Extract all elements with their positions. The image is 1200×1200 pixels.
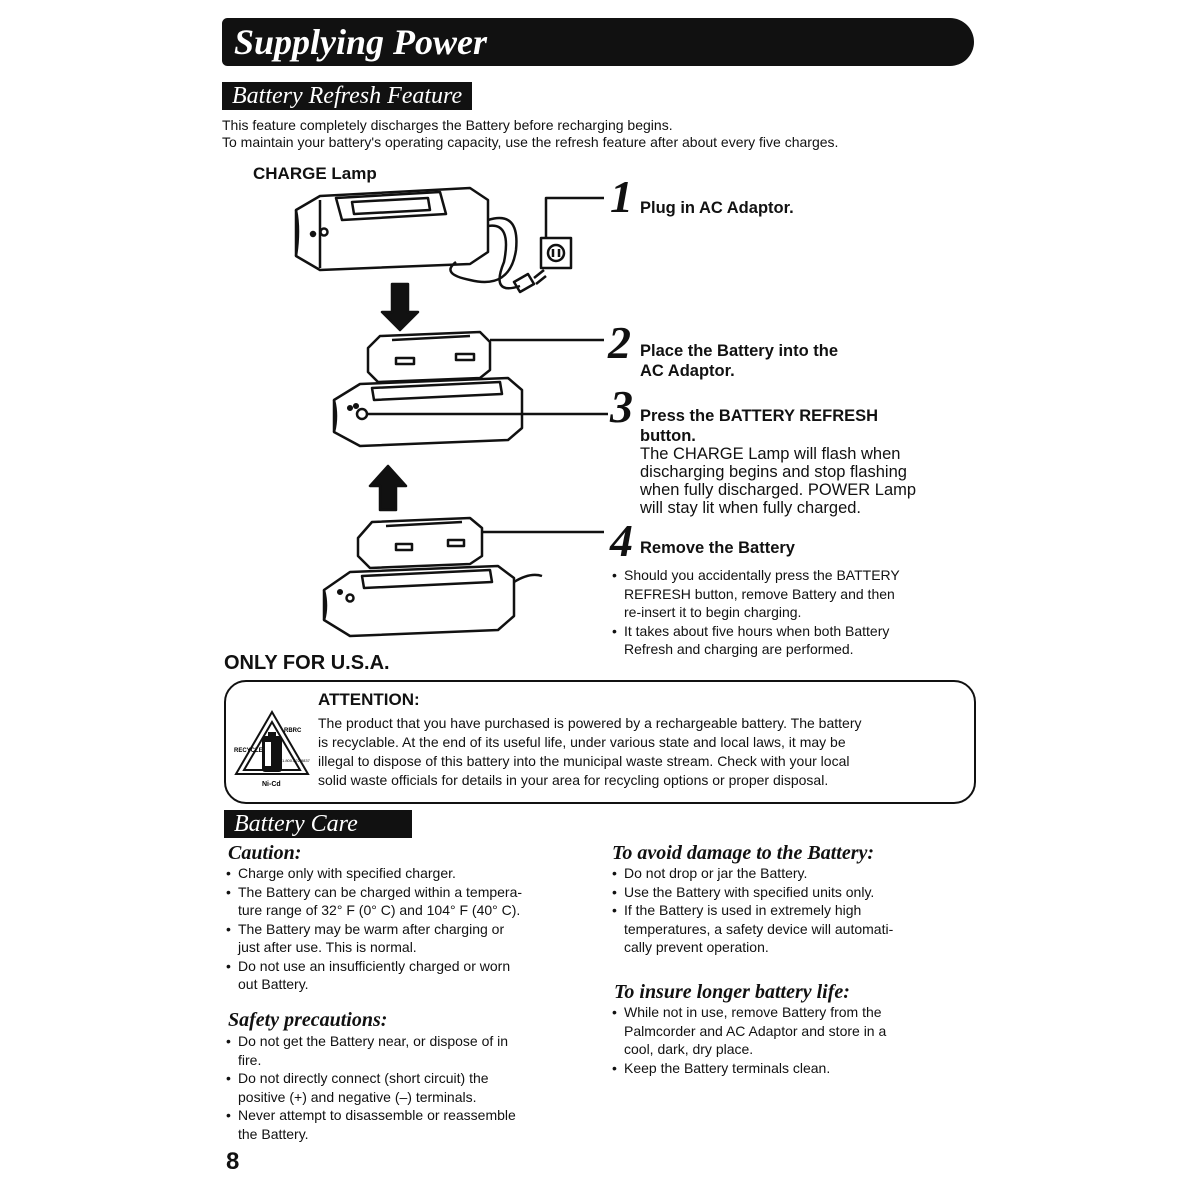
bullet-line: • Do not get the Battery near, or dispose of in [224,1032,516,1051]
bullet-line: Palmcorder and AC Adaptor and store in a [624,1022,887,1039]
ac-adaptor-top [296,188,516,282]
step-3-body [640,445,916,517]
step-1-title: Plug in AC Adaptor. [640,199,794,217]
attention-line: solid waste officials for details in your area for recycling options or proper disposal. [318,772,829,788]
attention-line: The product that you have purchased is powered by a rechargeable battery. The battery [318,715,862,731]
bullet-line: just after use. This is normal. [238,939,417,955]
step-3-number: 3 [610,381,633,432]
caution-bullets [224,864,522,994]
step-3-body-line: discharging begins and stop flashing [640,463,907,481]
caution-heading: Caution: [228,842,302,864]
safety-heading: Safety precautions: [228,1009,388,1031]
refresh-intro [222,117,838,151]
bullet-line: • Do not use an insufficiently charged or worn [224,957,522,976]
avoid-damage-bullets [610,864,893,957]
step-1-number: 1 [610,171,633,222]
step-2-number: 2 [608,317,631,368]
step-2-title-line: AC Adaptor. [640,362,735,380]
battery-upper [368,332,490,382]
bullet-line: • If the Battery is used in extremely high [610,901,893,920]
bullet-line: the Battery. [238,1125,309,1142]
bullet-line: • Never attempt to disassemble or reassemble [224,1106,516,1125]
step-4-title: Remove the Battery [640,539,795,557]
bullet-line: • Do not directly connect (short circuit) the [224,1069,516,1088]
step-2-title-line: Place the Battery into the [640,342,839,360]
bullet-line: • Should you accidentally press the BATTERY [610,566,900,585]
bullet-line: fire. [238,1051,262,1068]
battery-lower [358,518,482,568]
safety-bullets [224,1032,516,1143]
bullet-line: • The Battery can be charged within a tempera- [224,883,522,902]
step-3-title-line: button. [640,427,696,445]
adaptor-illustration [280,180,620,650]
bullet-line: cally prevent operation. [624,939,769,955]
bullet-line: • It takes about five hours when both Battery [610,622,900,641]
only-usa-label: ONLY FOR U.S.A. [224,652,390,674]
logo-text: RBRC [284,728,302,734]
step-4-bullets [610,566,900,659]
bullet-line: Refresh and charging are performed. [624,641,854,657]
bullet-line: temperatures, a safety device will automati- [624,920,894,937]
step-3-title-line: Press the BATTERY REFRESH [640,407,879,425]
logo-text: RECYCLE [234,748,263,754]
step-4-number: 4 [610,515,633,566]
page-title: Supplying Power [234,22,488,62]
bullet-line: • The Battery may be warm after charging or [224,920,522,939]
attention-title: ATTENTION: [318,690,420,709]
intro-line: This feature completely discharges the Battery before recharging begins. [222,117,673,133]
wall-outlet [541,238,571,268]
longer-life-heading: To insure longer battery life: [614,981,850,1003]
bullet-line: • Keep the Battery terminals clean. [610,1059,886,1078]
section-heading-refresh: Battery Refresh Feature [222,82,472,110]
bullet-line: • While not in use, remove Battery from the [610,1003,886,1022]
bullet-line: • Do not drop or jar the Battery. [610,864,893,883]
bullet-line: REFRESH button, remove Battery and then [624,585,895,602]
ac-adaptor-middle [334,378,522,446]
attention-line: is recyclable. At the end of its useful life, under various state and local laws, it may be [318,734,846,750]
bullet-line: re-insert it to begin charging. [624,604,802,620]
bullet-line: positive (+) and negative (–) terminals. [238,1088,477,1105]
bullet-line: ture range of 32° F (0° C) and 104° F (40° C). [238,902,521,918]
logo-text: Ni-Cd [262,781,281,788]
attention-line: illegal to dispose of this battery into the municipal waste stream. Check with your local [318,753,850,769]
attention-text [318,714,861,790]
avoid-damage-heading: To avoid damage to the Battery: [612,842,875,864]
rbrc-recycle-logo [232,708,312,790]
bullet-line: • Charge only with specified charger. [224,864,522,883]
bullet-line: cool, dark, dry place. [624,1041,754,1057]
step-2-title [640,341,838,381]
ac-adaptor-bottom [324,566,542,636]
logo-text: 1.800.822.8837 [282,758,310,763]
bullet-line: out Battery. [238,976,309,992]
longer-life-bullets [610,1003,886,1077]
step-3-title [640,406,878,446]
page-number: 8 [226,1148,240,1175]
section-heading-care: Battery Care [224,810,412,838]
charge-lamp-label: CHARGE Lamp [253,164,377,183]
step-3-body-line: The CHARGE Lamp will flash when [640,445,901,463]
bullet-line: • Use the Battery with specified units only. [610,883,893,902]
intro-line: To maintain your battery's operating capacity, use the refresh feature after about every five charges. [222,134,839,150]
step-3-body-line: when fully discharged. POWER Lamp [640,481,917,499]
step-3-body-line: will stay lit when fully charged. [640,499,862,517]
